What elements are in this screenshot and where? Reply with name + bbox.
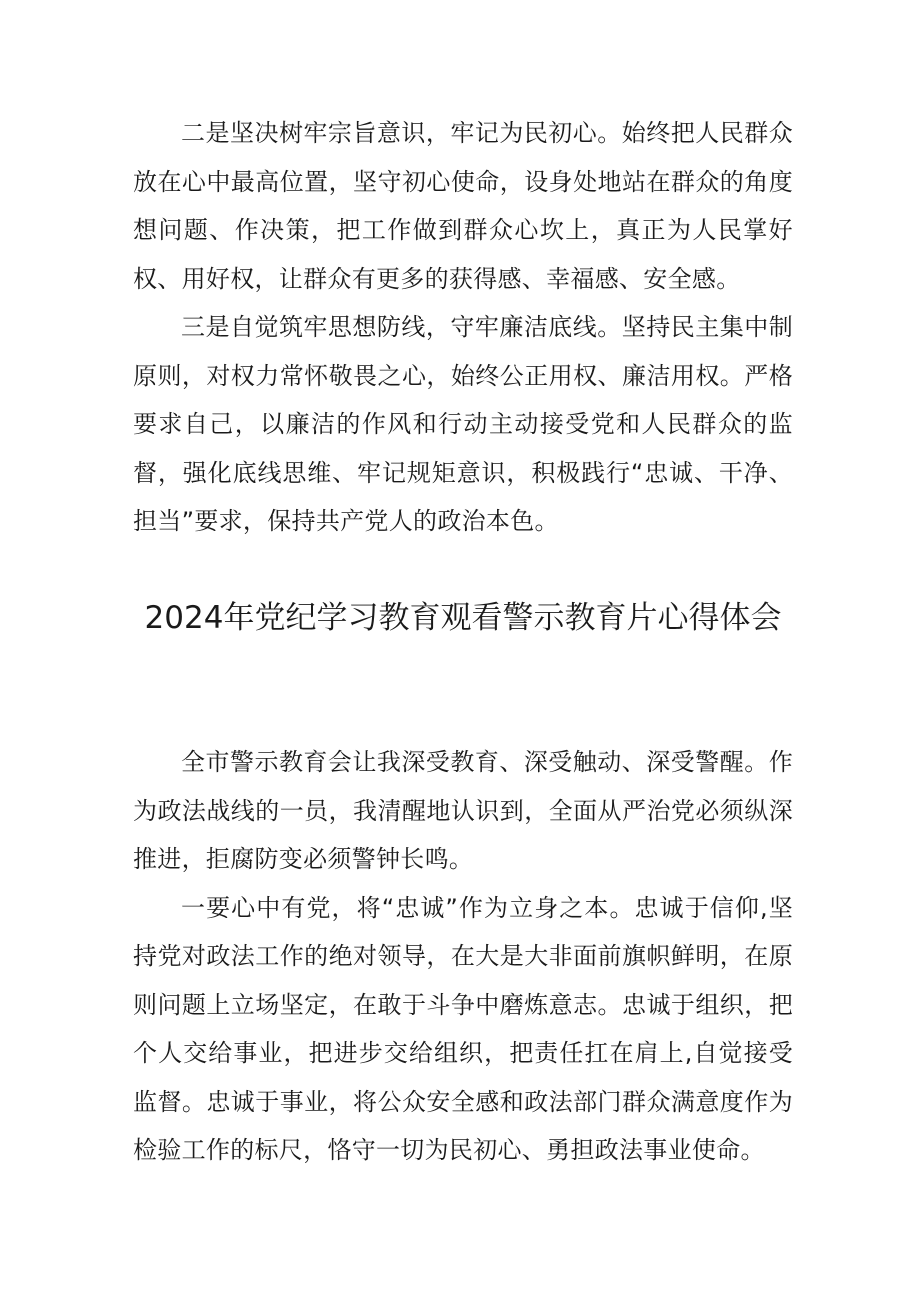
article-title: 2024年党纪学习教育观看警示教育片心得体会 <box>144 600 782 636</box>
previous-article-section <box>133 109 793 546</box>
paragraph-loyalty: 一要心中有党，将“忠诚”作为立身之本。忠诚于信仰,坚持党对政法工作的绝对领导，在大是大非面前旗帜鲜明，在原则问题上立场坚定，在敢于斗争中磨炼意志。忠诚于组织，把个人交给事业，把进步交给组织，把责任扛在肩上,自觉接受监督。忠诚于事业，将公众安全感和政法部门群众满意度作为检验工作的标尺，恪守一切为民初心、勇担政法事业使命。 <box>133 893 793 1164</box>
paragraph-introduction: 全市警示教育会让我深受教育、深受触动、深受警醒。作为政法战线的一员，我清醒地认识到，全面从严治党必须纵深推进，拒腐防变必须警钟长鸣。 <box>133 748 793 873</box>
paragraph-ideological-defense: 三是自觉筑牢思想防线，守牢廉洁底线。坚持民主集中制原则，对权力常怀敬畏之心，始终公正用权、廉洁用权。严格要求自己，以廉洁的作风和行动主动接受党和人民群众的监督，强化底线思维、牢记规矩意识，积极践行“忠诚、干净、担当”要求，保持共产党人的政治本色。 <box>133 313 793 535</box>
paragraph-purpose-awareness: 二是坚决树牢宗旨意识，牢记为民初心。始终把人民群众放在心中最高位置，坚守初心使命，设身处地站在群众的角度想问题、作决策，把工作做到群众心坎上，真正为人民掌好权、用好权，让群众有更多的获得感、幸福感、安全感。 <box>133 119 793 293</box>
article-body <box>133 738 793 1175</box>
